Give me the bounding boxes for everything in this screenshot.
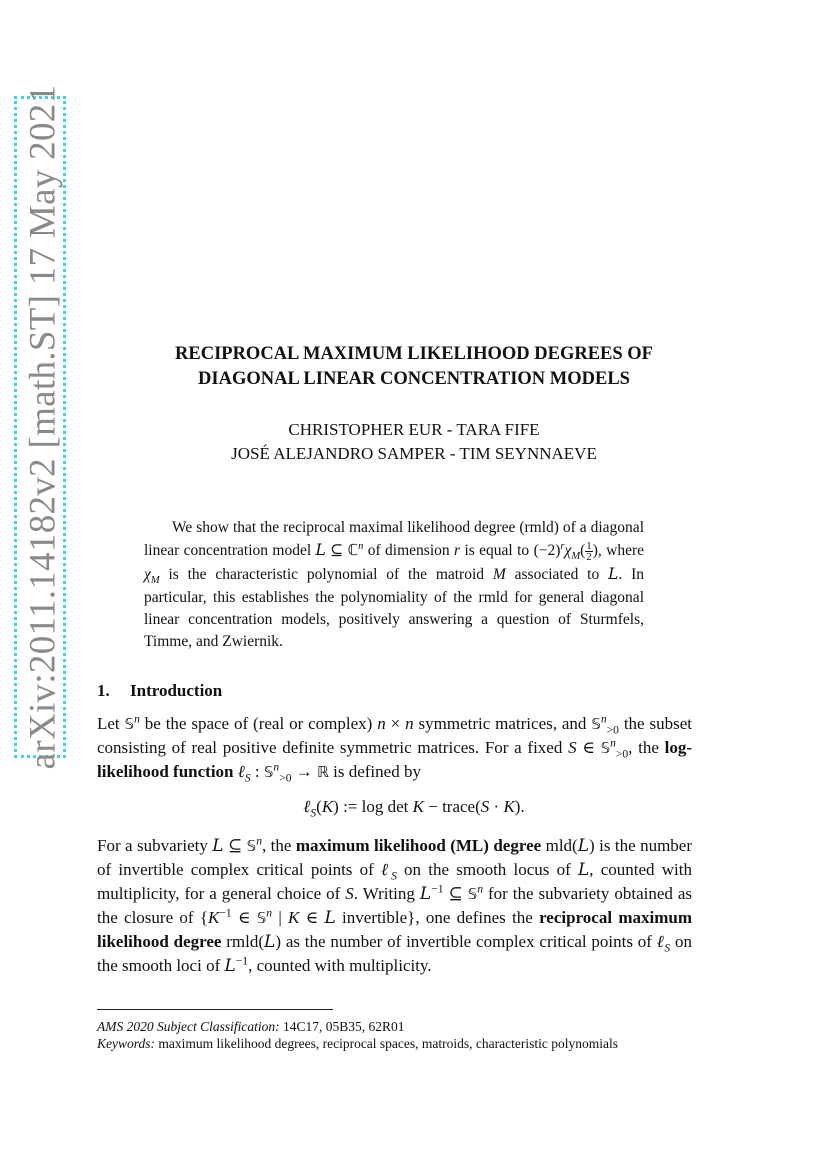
arxiv-identifier: arXiv:2011.14182v2 [math.ST] 17 May 2021 — [22, 84, 64, 770]
paragraph-2: For a subvariety L ⊆ 𝕊$^n$, the maximum likelihood (ML) degree mld(L) is the number of invertible complex critical points of ℓ$_S$ on the smooth locus of L, counted with multiplicity, for a general choice of S. Writing $L^{-1}$ ⊆ 𝕊$^n$ for the subvariety obtained as the closure of {$K^{-1}$ ∈ 𝕊$^n$ | K ∈ L invertible}, one defines the reciprocal maximum likelihood degree rmld(L) as the number of invertible complex critical points of ℓ$_S$ on the smooth loci of $L^{-1}$, counted with multiplicity. — [97, 834, 693, 976]
footnote-label-classification: AMS 2020 Subject Classification: — [97, 1019, 280, 1034]
section-number: 1. — [97, 681, 110, 700]
abstract: We show that the reciprocal maximal likelihood degree (rmld) of a diagonal linear concentration model L ⊆ ℂ$^n$ of dimension r is equal to $(-2)^r\chi_M$( $\frac{1}{2}$ ), where $\chi_M$ is the characteristic polynomial of the matroid M associated to L. In particular, this establishes the polynomiality of the rmld for general diagonal linear concentration models, positively answering a question of Sturmfels, Timme, and Zwiernik. — [144, 519, 645, 651]
section-heading — [97, 681, 222, 701]
author-list — [0, 418, 828, 466]
footnote-value-keywords: maximum likelihood degrees, reciprocal spaces, matroids, characteristic polynomials — [158, 1036, 618, 1051]
authors-line-1: CHRISTOPHER EUR - TARA FIFE — [288, 420, 540, 439]
log-likelihood-equation: ℓ$_S$(K) := log det K − trace(S · K). — [303, 797, 525, 820]
footnote-value-classification: 14C17, 05B35, 62R01 — [282, 1019, 405, 1034]
paper-title — [0, 342, 828, 392]
paragraph-1: Let 𝕊$^n$ be the space of (real or complex) n × n symmetric matrices, and 𝕊$^n_{>0}$ the subset consisting of real positive definite symmetric matrices. For a fixed S ∈ 𝕊$^n_{>0}$, the log-likelihood function ℓ$_S$ : 𝕊$^n_{>0}$ → ℝ is defined by — [97, 712, 692, 785]
title-line-2: DIAGONAL LINEAR CONCENTRATION MODELS — [198, 369, 630, 389]
footnote-rule — [97, 1009, 333, 1010]
title-line-1: RECIPROCAL MAXIMUM LIKELIHOOD DEGREES OF — [175, 344, 653, 364]
section-title: Introduction — [130, 681, 223, 700]
authors-line-2: JOSÉ ALEJANDRO SAMPER - TIM SEYNNAEVE — [231, 444, 597, 463]
footnote-keywords — [97, 1034, 737, 1054]
footnote-label-keywords: Keywords: — [97, 1036, 155, 1051]
